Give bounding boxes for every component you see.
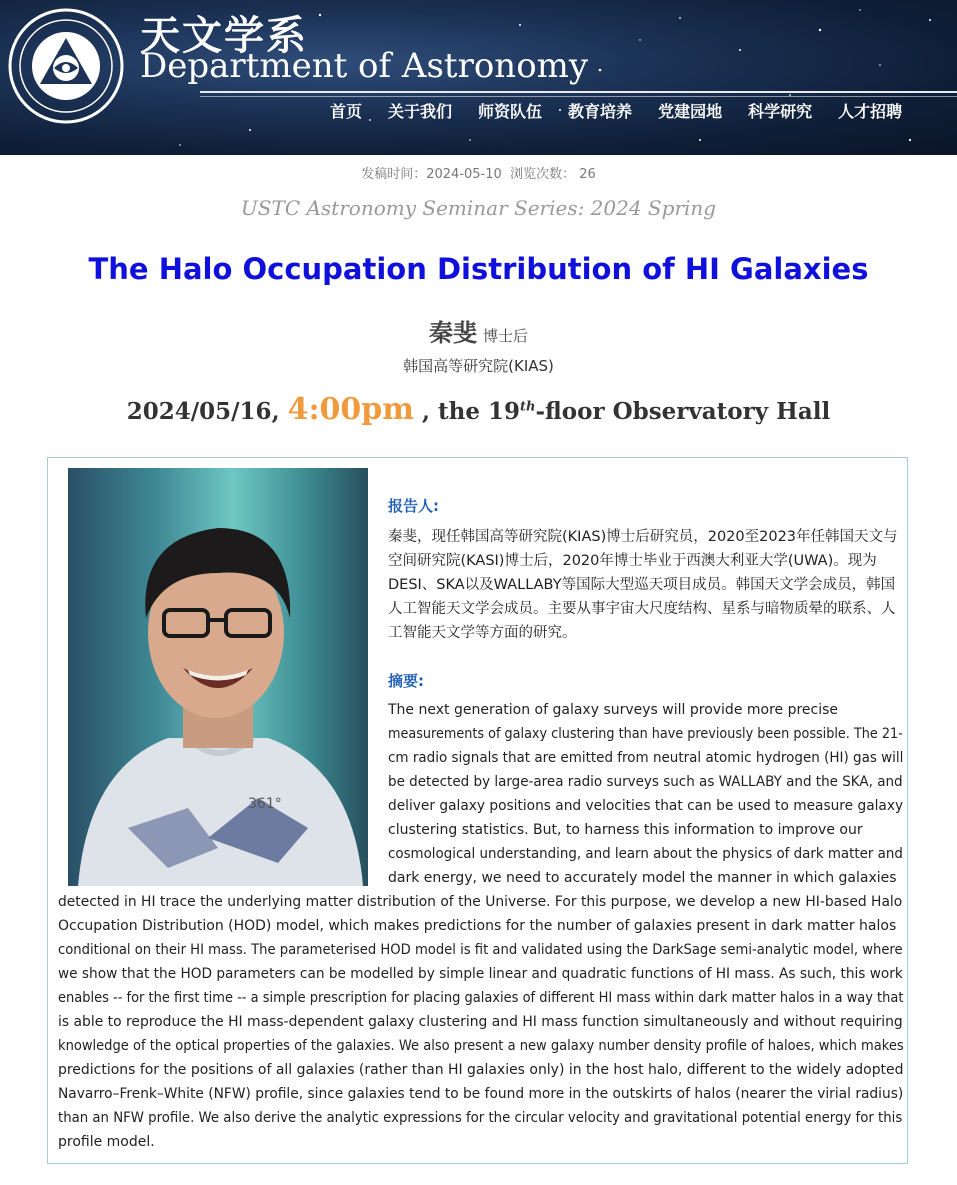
speaker-name: 秦斐 (428, 319, 477, 347)
nav-faculty[interactable]: 师资队伍 (478, 102, 543, 121)
abstract-line: knowledge of the optical properties of the galaxies. We also present a new galaxy number density profile of haloes, which makes (58, 1038, 904, 1054)
venue-suffix: -floor Observatory Hall (535, 398, 831, 425)
abstract-line: predictions for the positions of all galaxies (rather than HI galaxies only) in the host halo, different to the widely adopted (58, 1062, 904, 1078)
abstract-section-heading: 摘要: (388, 672, 424, 690)
views-label: 浏览次数： (510, 167, 576, 182)
header-divider (200, 91, 957, 93)
speaker-photo (68, 468, 368, 886)
post-meta (0, 163, 957, 182)
speaker-line (0, 313, 957, 348)
abstract-line: Navarro–Frenk–White (NFW) profile, since galaxies tend to be found more in the outskirts of halos (nearer the virial radius) (58, 1086, 904, 1102)
abstract-line: dark energy, we need to accurately model the manner in which galaxies (388, 870, 897, 886)
main-nav (330, 99, 902, 123)
seminar-series: USTC Astronomy Seminar Series: 2024 Spring (240, 196, 717, 220)
speaker-title: 博士后 (482, 327, 528, 345)
abstract-line: Occupation Distribution (HOD) model, which makes predictions for the number of galaxies present in dark matter halos (58, 918, 897, 934)
posted-date: 2024-05-10 (426, 167, 502, 182)
talk-date: 2024/05/16, (126, 398, 280, 425)
nav-home[interactable]: 首页 (330, 102, 363, 121)
talk-time: 4:00pm (287, 392, 415, 427)
views-count: 26 (579, 167, 596, 182)
nav-recruitment[interactable]: 人才招聘 (838, 102, 903, 121)
abstract-line: detected in HI trace the underlying matter distribution of the Universe. For this purpose, we develop a new HI-based Halo (58, 894, 903, 910)
site-title-chinese[interactable]: 天文学系 (140, 12, 308, 59)
talk-title: The Halo Occupation Distribution of HI Galaxies (88, 252, 869, 286)
abstract-line: measurements of galaxy clustering than have previously been possible. The 21- (388, 726, 903, 742)
speaker-affiliation: 韩国高等研究院(KIAS) (403, 357, 554, 375)
abstract-line: deliver galaxy positions and velocities that can be used to measure galaxy (388, 798, 904, 814)
abstract-line: clustering statistics. But, to harness this information to improve our (388, 822, 863, 838)
abstract-line: than an NFW profile. We also derive the analytic expressions for the circular velocity and gravitational potential energy for this (58, 1110, 903, 1126)
astronomy-department-logo[interactable] (8, 8, 124, 124)
nav-education[interactable]: 教育培养 (568, 102, 633, 121)
svg-text:361°: 361° (248, 796, 282, 812)
abstract-line: enables -- for the first time -- a simple prescription for placing galaxies of different HI mass within dark matter halos in a way that (58, 990, 904, 1006)
venue-prefix: , the 19 (422, 398, 521, 425)
abstract-line: profile model. (58, 1134, 155, 1150)
venue-ordinal: th (520, 399, 536, 415)
abstract-line: be detected by large-area radio surveys such as WALLABY and the SKA, and (388, 774, 903, 790)
abstract-line: we show that the HOD parameters can be modelled by simple linear and quadratic functions of HI mass. As such, this work (58, 966, 903, 982)
abstract-line: conditional on their HI mass. The parameterised HOD model is fit and validated using the DarkSage semi-analytic model, where (58, 942, 903, 958)
abstract-line: is able to reproduce the HI mass-dependent galaxy clustering and HI mass function simultaneously and without requiring (58, 1014, 903, 1030)
nav-party[interactable]: 党建园地 (658, 102, 723, 121)
header-divider-thin (200, 96, 957, 97)
abstract-line: cosmological understanding, and learn about the physics of dark matter and (388, 846, 903, 862)
nav-about[interactable]: 关于我们 (388, 102, 453, 121)
site-header (0, 0, 957, 155)
site-title-english[interactable]: Department of Astronomy (140, 46, 589, 86)
nav-research[interactable]: 科学研究 (748, 102, 813, 121)
speaker-bio: 秦斐，现任韩国高等研究院(KIAS)博士后研究员，2020至2023年任韩国天文与空间研究院(KASI)博士后，2020年博士毕业于西澳大利亚大学(UWA)。现为DESI、SKA以及WALLABY等国际大型巡天项目成员。韩国天文学会成员，韩国人工智能天文学会成员。主要从事宇宙大尺度结构、星系与暗物质晕的联系、人工智能天文学等方面的研究。 (388, 529, 898, 641)
posted-label: 发稿时间： (361, 167, 427, 182)
speaker-section-heading: 报告人: (388, 497, 439, 515)
abstract-line: cm radio signals that are emitted from neutral atomic hydrogen (HI) gas will (388, 750, 904, 766)
talk-datetime-venue (0, 392, 957, 427)
abstract-line: The next generation of galaxy surveys will provide more precise (388, 702, 839, 718)
